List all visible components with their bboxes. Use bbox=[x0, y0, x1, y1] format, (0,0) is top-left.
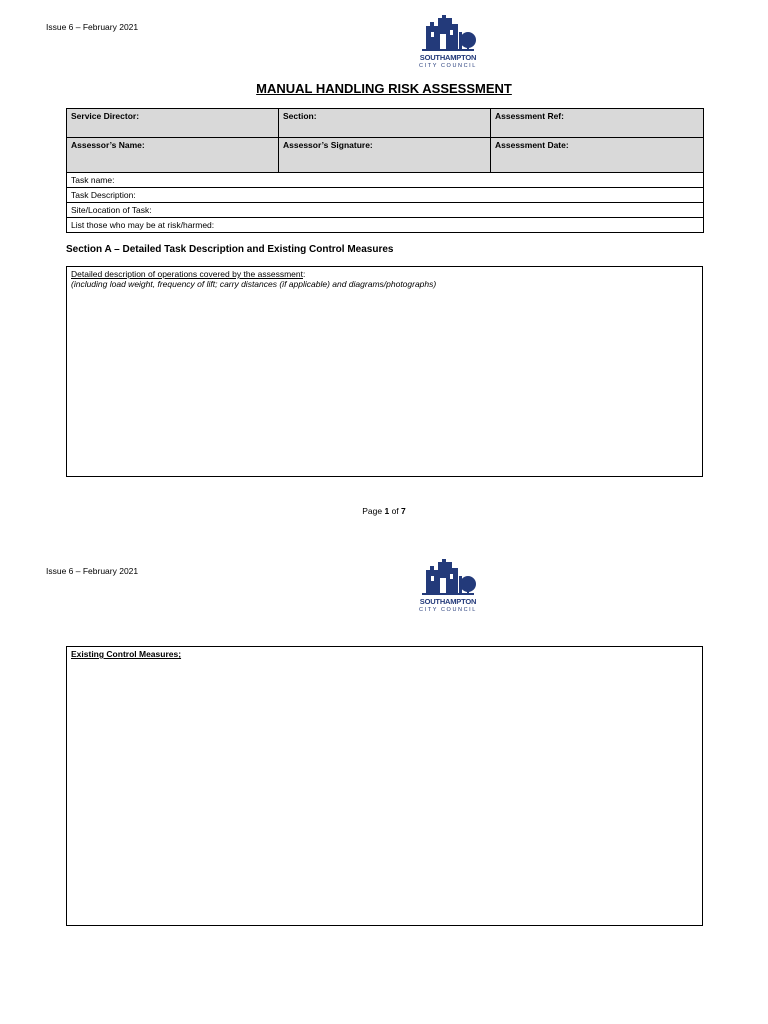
task-description-field[interactable]: Task Description: bbox=[67, 188, 704, 203]
site-location-field[interactable]: Site/Location of Task: bbox=[67, 203, 704, 218]
page-word: Page bbox=[362, 506, 383, 516]
task-description-box-title: Detailed description of operations covered by the assessment bbox=[71, 269, 303, 279]
logo-subtitle: CITY COUNCIL bbox=[419, 607, 477, 613]
page-total: 7 bbox=[401, 506, 406, 516]
assessment-date-field[interactable]: Assessment Date: bbox=[491, 138, 704, 173]
castle-icon bbox=[418, 556, 478, 596]
page-current: 1 bbox=[384, 506, 390, 516]
task-name-field[interactable]: Task name: bbox=[67, 173, 704, 188]
service-director-field[interactable]: Service Director: bbox=[67, 109, 279, 138]
of-word: of bbox=[391, 506, 399, 516]
page-title: MANUAL HANDLING RISK ASSESSMENT bbox=[256, 81, 512, 96]
task-description-box-colon: : bbox=[303, 269, 306, 279]
council-logo-page2 bbox=[413, 556, 483, 613]
assessment-info-table bbox=[66, 108, 704, 233]
council-logo bbox=[413, 12, 483, 69]
at-risk-field[interactable]: List those who may be at risk/harmed: bbox=[67, 218, 704, 233]
castle-icon bbox=[418, 12, 478, 52]
issue-date-page2: Issue 6 – February 2021 bbox=[46, 566, 139, 576]
section-field[interactable]: Section: bbox=[279, 109, 491, 138]
assessor-name-field[interactable]: Assessor’s Name: bbox=[67, 138, 279, 173]
existing-control-measures-box[interactable] bbox=[66, 646, 703, 926]
existing-control-measures-title: Existing Control Measures; bbox=[71, 649, 182, 659]
assessment-ref-field[interactable]: Assessment Ref: bbox=[491, 109, 704, 138]
logo-name: SOUTHAMPTON bbox=[419, 53, 477, 62]
task-description-box-note: (including load weight, frequency of lift; carry distances (if applicable) and diagrams/photographs) bbox=[71, 279, 437, 289]
assessor-signature-field[interactable]: Assessor’s Signature: bbox=[279, 138, 491, 173]
issue-date: Issue 6 – February 2021 bbox=[46, 22, 139, 32]
logo-name: SOUTHAMPTON bbox=[419, 597, 477, 606]
page-number bbox=[0, 506, 768, 516]
section-a-heading: Section A – Detailed Task Description and Existing Control Measures bbox=[66, 244, 394, 255]
task-description-box[interactable] bbox=[66, 266, 703, 477]
logo-subtitle: CITY COUNCIL bbox=[419, 63, 477, 69]
